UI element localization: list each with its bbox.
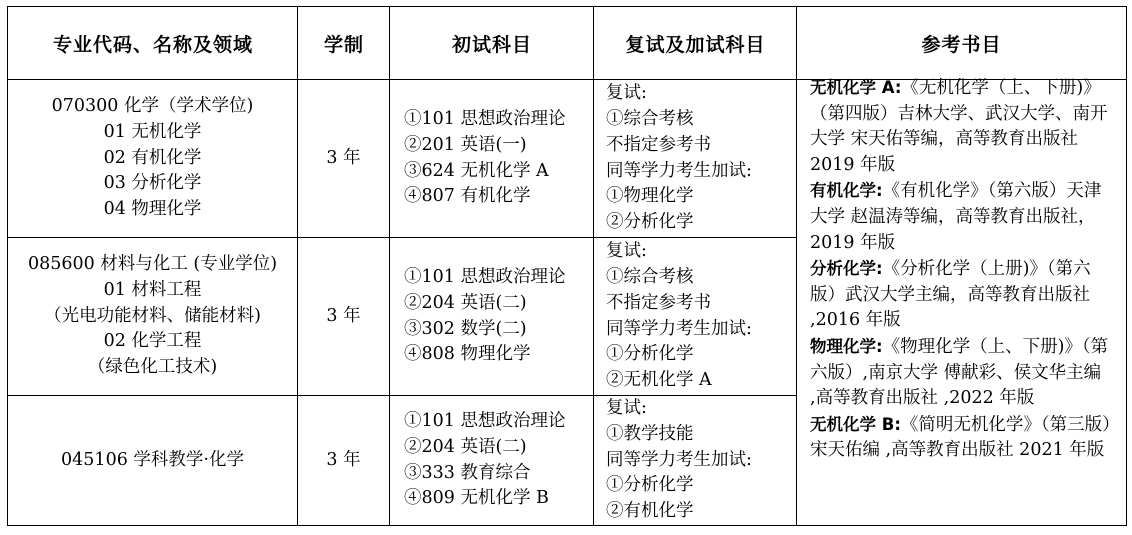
major-line: 070300 化学（学术学位)	[51, 96, 254, 117]
book-subject: 分析化学:	[810, 259, 883, 279]
header-retest: 复试及加试科目	[625, 33, 766, 56]
column-divider	[593, 7, 594, 525]
retest-line: ①分析化学	[606, 344, 694, 365]
book-entry	[810, 178, 1112, 256]
retest-line: 复试:	[606, 398, 647, 419]
header-duration: 学制	[323, 33, 364, 56]
prelim-line: ①101 思想政治理论	[404, 411, 566, 432]
major-line: 085600 材料与化工 (专业学位)	[27, 254, 278, 275]
book-subject: 物理化学:	[810, 336, 883, 356]
major-line: 03 分析化学	[103, 173, 202, 194]
major-line: 02 化学工程	[103, 331, 202, 352]
book-text: 《有机化学》（第六版）天津大学 赵温涛等编，高等教育出版社，2019 年版	[810, 181, 1102, 253]
prelim-line: ④808 物理化学	[404, 344, 531, 365]
prelim-line: ④807 有机化学	[404, 186, 531, 207]
retest-line: ①物理化学	[606, 186, 694, 207]
prelim-line: ①101 思想政治理论	[404, 267, 566, 288]
major-line: 01 无机化学	[103, 121, 202, 142]
retest-line: 复试:	[606, 83, 647, 104]
prelim-line: ②201 英语(一)	[404, 134, 527, 155]
prelim-line: ①101 思想政治理论	[404, 109, 566, 130]
prelim-line: ④809 无机化学 B	[404, 488, 549, 509]
book-subject: 无机化学 A:	[810, 78, 902, 97]
book-entry	[810, 75, 1112, 178]
retest-line: 复试:	[606, 241, 647, 262]
prelim-cell	[404, 396, 592, 525]
major-line: 04 物理化学	[103, 199, 202, 220]
major-line: 01 材料工程	[103, 279, 202, 300]
book-entry	[810, 256, 1112, 334]
prelim-line: ②204 英语(二)	[404, 292, 527, 313]
retest-line: ②无机化学 A	[606, 369, 712, 390]
retest-cell	[606, 396, 794, 525]
prelim-cell	[404, 80, 592, 237]
header-major: 专业代码、名称及领域	[52, 33, 253, 56]
duration-cell: 3 年	[326, 305, 361, 326]
book-subject: 无机化学 B:	[810, 414, 901, 434]
major-cell	[8, 80, 297, 237]
retest-line: 同等学力考生加试:	[606, 449, 752, 470]
reference-books-cell	[797, 73, 1118, 464]
retest-line: ①综合考核	[606, 267, 694, 288]
prelim-line: ③302 数学(二)	[404, 318, 527, 339]
retest-cell	[606, 80, 794, 237]
book-text: 《无机化学（上、下册)》（第四版）吉林大学、武汉大学、南开大学 宋天佑等编，高等教育出版社 2019 年版	[810, 78, 1108, 175]
major-line: 045106 学科教学·化学	[61, 449, 244, 470]
major-cell	[8, 238, 297, 395]
retest-line: 同等学力考生加试:	[606, 160, 752, 181]
retest-line: 不指定参考书	[606, 292, 711, 313]
major-line: （绿色化工技术)	[87, 357, 218, 378]
duration-cell: 3 年	[326, 449, 361, 470]
major-cell	[8, 396, 297, 525]
book-entry	[810, 412, 1112, 464]
book-entry	[810, 334, 1112, 412]
book-text: 《简明无机化学》（第三版）宋天佑编 ,高等教育出版社 2021 年版	[810, 414, 1111, 461]
retest-line: 不指定参考书	[606, 134, 711, 155]
retest-line: ②分析化学	[606, 211, 694, 232]
prelim-line: ②204 英语(二)	[404, 436, 527, 457]
retest-cell	[606, 238, 794, 395]
retest-line: ①教学技能	[606, 423, 694, 444]
book-text: 《物理化学（上、下册)》（第六版）,南京大学 傅献彩、侯文华主编 ,高等教育出版社 ,2022 年版	[810, 336, 1109, 409]
prelim-line: ③624 无机化学 A	[404, 160, 549, 181]
retest-line: ②有机化学	[606, 501, 694, 522]
major-line: 02 有机化学	[103, 147, 202, 168]
column-divider	[389, 7, 390, 525]
retest-line: ①分析化学	[606, 475, 694, 496]
retest-line: ①综合考核	[606, 109, 694, 130]
header-books: 参考书目	[921, 33, 1002, 56]
duration-cell: 3 年	[326, 147, 361, 168]
book-text: 《分析化学（上册)》（第六版）武汉大学主编，高等教育出版社 ,2016 年版	[810, 259, 1091, 331]
prelim-cell	[404, 238, 592, 395]
prelim-line: ③333 教育综合	[404, 462, 531, 483]
major-line: （光电功能材料、储能材料)	[44, 305, 261, 326]
retest-line: 同等学力考生加试:	[606, 318, 752, 339]
book-subject: 有机化学:	[810, 181, 883, 201]
header-prelim: 初试科目	[451, 33, 532, 56]
